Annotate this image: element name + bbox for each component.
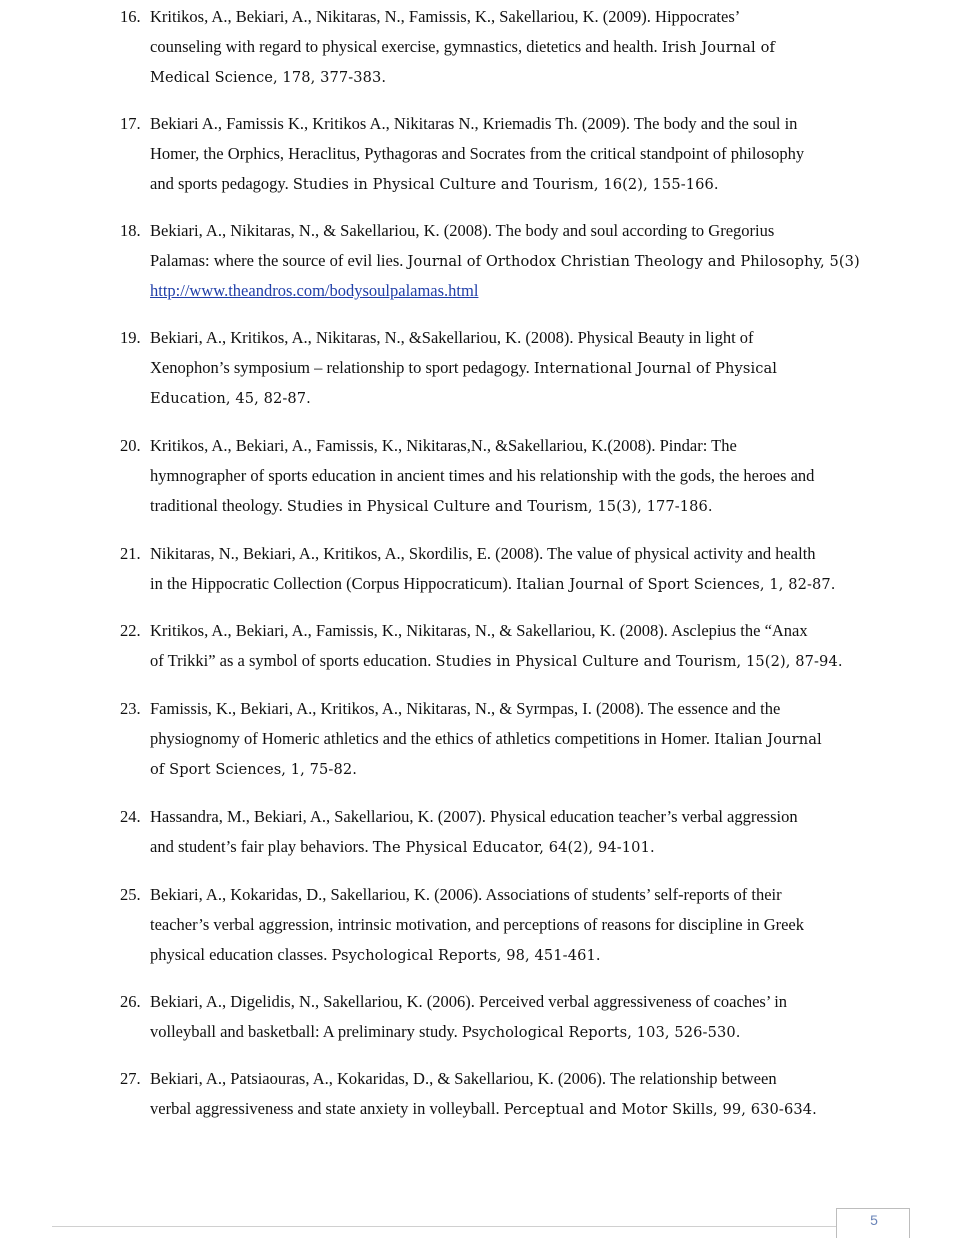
reference-entry <box>120 802 880 862</box>
reference-line <box>120 539 880 569</box>
reference-text: hymnographer of sports education in ancient times and his relationship with the gods, the heroes and <box>150 466 815 485</box>
reference-text: Bekiari, A., Nikitaras, N., & Sakellariou, K. (2008). The body and soul according to Gregorius <box>150 221 775 240</box>
reference-journal: Studies in Physical Culture and Tourism, 15(3), 177-186. <box>286 498 713 515</box>
reference-text: Famissis, K., Bekiari, A., Kritikos, A., Nikitaras, N., & Syrmpas, I. (2008). The essence and the <box>150 699 781 718</box>
reference-line <box>120 431 880 461</box>
reference-number: 23. <box>120 699 141 718</box>
reference-line <box>120 109 880 139</box>
reference-number: 26. <box>120 992 141 1011</box>
reference-entry <box>120 987 880 1047</box>
reference-text: Kritikos, A., Bekiari, A., Famissis, K., Nikitaras,N., &Sakellariou, K.(2008). Pindar: The <box>150 436 737 455</box>
reference-line <box>120 139 880 169</box>
reference-line <box>120 461 880 491</box>
reference-entry <box>120 1064 880 1124</box>
reference-entry <box>120 539 880 599</box>
reference-journal: Perceptual and Motor Skills, 99, 630-634. <box>503 1101 817 1118</box>
reference-journal: Italian Journal of Sport Sciences, 1, 82-87. <box>516 576 836 593</box>
reference-entry <box>120 216 880 306</box>
reference-journal: Italian Journal <box>714 731 822 748</box>
reference-number: 27. <box>120 1069 141 1088</box>
reference-number: 25. <box>120 885 141 904</box>
reference-line <box>120 323 880 353</box>
reference-text: Hassandra, M., Bekiari, A., Sakellariou, K. (2007). Physical education teacher’s verbal aggression <box>150 807 798 826</box>
reference-entry <box>120 109 880 199</box>
reference-text: physiognomy of Homeric athletics and the ethics of athletics competitions in Homer. <box>150 729 715 748</box>
reference-journal: Studies in Physical Culture and Tourism, 16(2), 155-166. <box>292 176 719 193</box>
reference-text: teacher’s verbal aggression, intrinsic motivation, and perceptions of reasons for discipline in Greek <box>150 915 804 934</box>
reference-text: counseling with regard to physical exercise, gymnastics, dietetics and health. <box>150 37 662 56</box>
reference-line <box>120 1094 880 1124</box>
reference-entry <box>120 694 880 784</box>
reference-entry <box>120 431 880 521</box>
reference-line <box>120 646 880 676</box>
reference-text: volleyball and basketball: A preliminary study. <box>150 1022 462 1041</box>
reference-text: traditional theology. <box>150 496 287 515</box>
reference-text: Xenophon’s symposium – relationship to sport pedagogy. <box>150 358 534 377</box>
reference-journal: Education, 45, 82-87. <box>150 390 311 407</box>
reference-text: Bekiari, A., Digelidis, N., Sakellariou, K. (2006). Perceived verbal aggressiveness of coaches’ in <box>150 992 788 1011</box>
footer-rule <box>52 1226 836 1227</box>
reference-entry <box>120 616 880 676</box>
reference-text: Nikitaras, N., Bekiari, A., Kritikos, A., Skordilis, E. (2008). The value of physical activity and health <box>150 544 816 563</box>
reference-text: Bekiari, A., Kritikos, A., Nikitaras, N., &Sakellariou, K. (2008). Physical Beauty in light of <box>150 328 754 347</box>
reference-text: verbal aggressiveness and state anxiety in volleyball. <box>150 1099 504 1118</box>
reference-number: 20. <box>120 436 141 455</box>
reference-number: 18. <box>120 221 141 240</box>
reference-line <box>120 616 880 646</box>
reference-text: Palamas: where the source of evil lies. <box>150 251 408 270</box>
reference-text: physical education classes. <box>150 945 332 964</box>
reference-line <box>120 569 880 599</box>
reference-line <box>120 1017 880 1047</box>
reference-url-link[interactable]: http://www.theandros.com/bodysoulpalamas.html <box>150 281 479 300</box>
reference-number: 19. <box>120 328 141 347</box>
reference-journal: Psychological Reports, 98, 451-461. <box>331 947 601 964</box>
reference-journal: International Journal of Physical <box>533 360 778 377</box>
reference-journal: Psychological Reports, 103, 526-530. <box>461 1024 741 1041</box>
reference-journal: The Physical Educator, 64(2), 94-101. <box>372 839 655 856</box>
reference-line <box>120 246 880 276</box>
reference-line <box>120 940 880 970</box>
reference-line <box>120 910 880 940</box>
reference-entry <box>120 880 880 970</box>
reference-text: Homer, the Orphics, Heraclitus, Pythagoras and Socrates from the critical standpoint of philosophy <box>150 144 805 163</box>
reference-line <box>120 353 880 383</box>
reference-line <box>120 383 880 413</box>
reference-number: 17. <box>120 114 141 133</box>
reference-journal: Irish Journal of <box>661 39 775 56</box>
reference-text: in the Hippocratic Collection (Corpus Hippocraticum). <box>150 574 517 593</box>
reference-number: 21. <box>120 544 141 563</box>
reference-text: Kritikos, A., Bekiari, A., Nikitaras, N., Famissis, K., Sakellariou, K. (2009). Hippocrates’ <box>150 7 741 26</box>
reference-line <box>120 832 880 862</box>
reference-line <box>120 724 880 754</box>
reference-line <box>120 754 880 784</box>
reference-entry <box>120 2 880 92</box>
reference-text: Kritikos, A., Bekiari, A., Famissis, K., Nikitaras, N., & Sakellariou, K. (2008). Asclepius the “Anax <box>150 621 808 640</box>
reference-text: and sports pedagogy. <box>150 174 293 193</box>
reference-line <box>120 880 880 910</box>
reference-text: and student’s fair play behaviors. <box>150 837 373 856</box>
reference-line <box>120 2 880 32</box>
reference-line <box>120 491 880 521</box>
reference-line <box>120 62 880 92</box>
reference-line <box>120 987 880 1017</box>
reference-line <box>120 802 880 832</box>
reference-line <box>120 216 880 246</box>
reference-number: 24. <box>120 807 141 826</box>
reference-text: Bekiari, A., Patsiaouras, A., Kokaridas, D., & Sakellariou, K. (2006). The relationship between <box>150 1069 777 1088</box>
reference-text: of Trikki” as a symbol of sports education. <box>150 651 436 670</box>
reference-line <box>120 32 880 62</box>
page-number-box <box>836 1208 910 1238</box>
reference-journal: Medical Science, 178, 377-383. <box>150 69 387 86</box>
reference-journal: Journal of Orthodox Christian Theology and Philosophy, 5(3) <box>407 253 860 270</box>
page-number: 5 <box>870 1212 878 1228</box>
reference-text: Bekiari A., Famissis K., Kritikos A., Nikitaras N., Kriemadis Th. (2009). The body and the soul in <box>150 114 798 133</box>
reference-line <box>120 694 880 724</box>
reference-journal: Studies in Physical Culture and Tourism, 15(2), 87-94. <box>435 653 843 670</box>
reference-line <box>120 1064 880 1094</box>
reference-number: 16. <box>120 7 141 26</box>
reference-journal: of Sport Sciences, 1, 75-82. <box>150 761 357 778</box>
reference-line <box>120 169 880 199</box>
reference-line <box>120 276 880 306</box>
reference-number: 22. <box>120 621 141 640</box>
reference-text: Bekiari, A., Kokaridas, D., Sakellariou, K. (2006). Associations of students’ self-reports of their <box>150 885 782 904</box>
reference-entry <box>120 323 880 413</box>
